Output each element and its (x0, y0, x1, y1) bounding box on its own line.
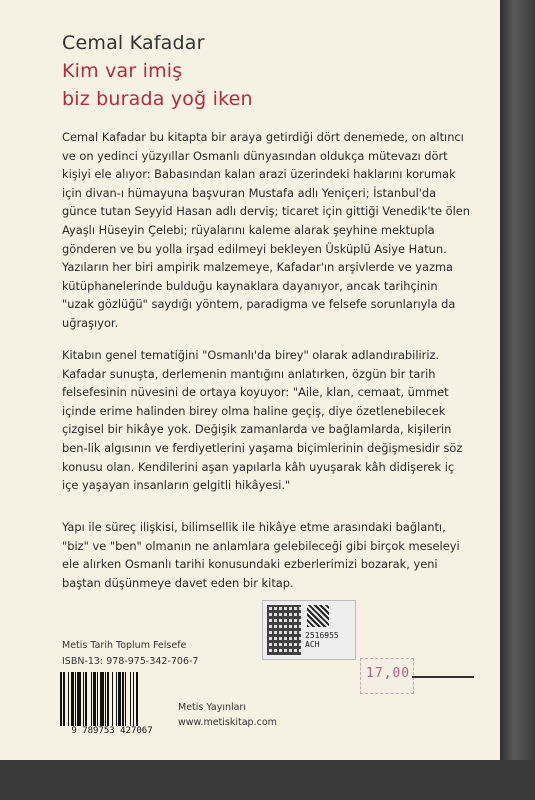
qr-code-icon (267, 605, 301, 655)
barcode (60, 672, 164, 740)
blurb-paragraph: Yapı ile süreç ilişkisi, bilimsellik ile hikâye etme arasındaki bağlantı, "biz" ve "ben" olmanın ne anlamlara gelebileceği gibi birçok meseleyi ele alırken Osmanlı tarihi konusundaki ezberlerimizi bozarak, yeni baştan düşünmeye davet eden bir kitap. (62, 520, 460, 590)
isbn-text: ISBN-13: 978-975-342-706-7 (62, 656, 199, 667)
series-name: Metis Tarih Toplum Felsefe (62, 640, 187, 651)
book-title-line-1: Kim var imiş (62, 60, 183, 82)
price-underline (412, 676, 474, 678)
author-name: Cemal Kafadar (62, 32, 205, 54)
barcode-bars (60, 672, 164, 726)
bottom-edge-shadow (0, 760, 535, 800)
sticker-number: 2516955 (305, 631, 339, 640)
publisher-name: Metis Yayınları (178, 702, 246, 713)
publisher-url: www.metiskitap.com (178, 717, 277, 728)
barcode-digits: 9 789753 427067 (71, 726, 153, 736)
library-sticker (262, 600, 356, 660)
barcode-bar (138, 672, 140, 726)
blurb-paragraph: Cemal Kafadar bu kitapta bir araya getirdiği dört denemede, on altıncı ve on yedinci yüzyıllar Osmanlı dünyasından oldukça mütevazı dört kişiyi ele alıyor: Babasından kalan arazi üzerindeki haklarını korumak için divan-ı hümayuna başvuran Mustafa adlı Yeniçeri; İstanbul'da günce tutan Seyyid Hasan adlı derviş; ticaret için gittiği Venedik'te ölen Ayaşlı Hüseyin Çelebi; rüyalarını kaleme alarak şeyhine mektupla gönderen ve bu yolla irşad edilmeyi bekleyen Üsküplü Asiye Hatun. Yazıların her biri ampirik malzemeye, Kafadar'ın arşivlerde ve yazma kütüphanelerinde bulduğu kaynaklara dayanıyor, ancak tarihçinin "uzak gözlüğü" saydığı yöntem, paradigma ve felsefe sorunlarıyla da uğraşıyor. (62, 130, 471, 330)
book-title-line-2: biz burada yoğ iken (62, 88, 253, 110)
cover-edge-shadow (500, 0, 535, 800)
qr-code-small-icon (307, 605, 329, 627)
sticker-code (305, 631, 339, 649)
blurb-paragraph: Kitabın genel tematiğini "Osmanlı'da birey" olarak adlandırabiliriz. Kafadar sunuşta, derlemenin mantığını anlatırken, özgün bir tarih felsefesinin nüvesini de ortaya koyuyor: "Aile, klan, cemaat, ümmet içinde erime halinden birey olma haline geçiş, diye özetlenebilecek çizgisel bir hikâye yok. Değişik zamanlarda ve bağlamlarda, kişilerin ben-lik algısının ve ferdiyetlerini yaşama biçimlerinin değişmesidir söz konusu olan. Kendilerini aşan yapılarla kâh uyuşarak kâh didişerek iç içe yaşayan insanların gelgitli hikâyesi." (62, 348, 463, 493)
price-text: 17,00 (366, 666, 411, 681)
sticker-suffix: ACH (305, 640, 320, 649)
